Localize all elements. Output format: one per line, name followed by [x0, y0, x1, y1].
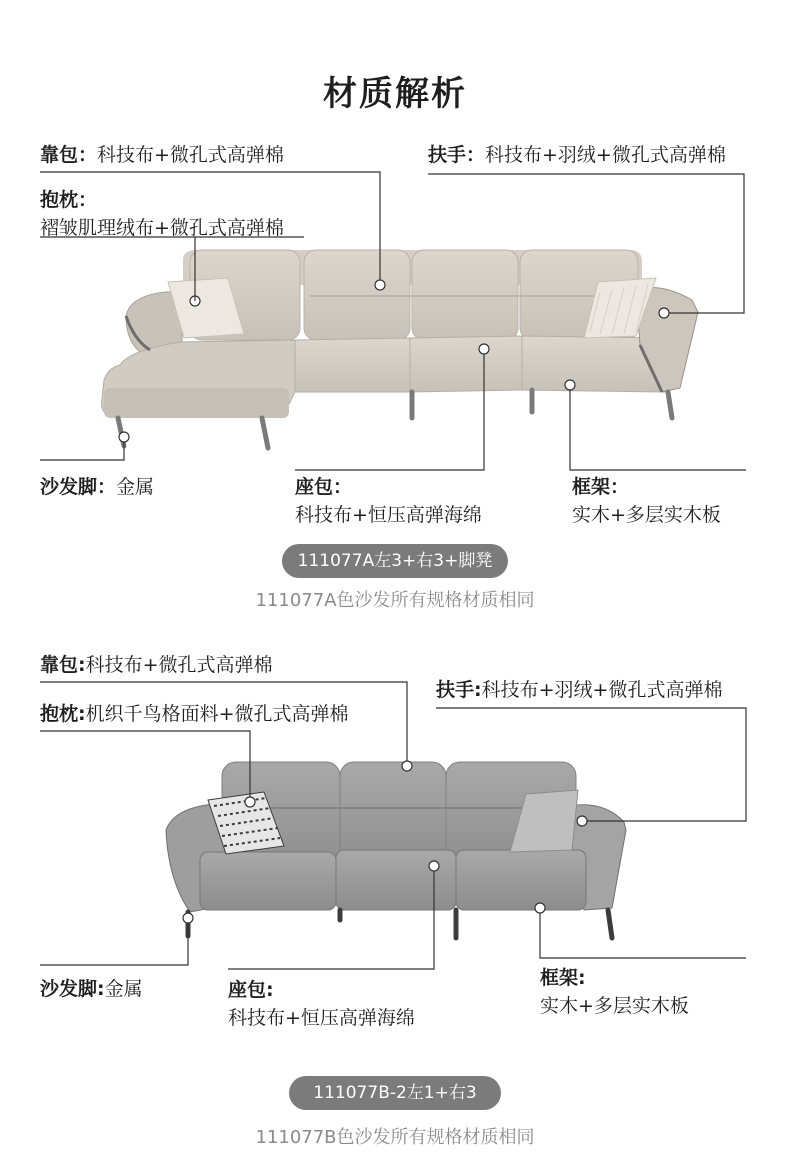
sofa-b-backrest-callout — [40, 651, 273, 679]
sofa-b-frame-label: 框架: — [540, 967, 586, 989]
sofa-b-seat-callout — [228, 976, 415, 1032]
sofa-a-seat-callout — [295, 473, 482, 529]
sofa-a-seat-label: 座包： — [295, 476, 353, 498]
sofa-b-note: 111077B色沙发所有规格材质相同 — [255, 1127, 535, 1148]
sofa-b-feet-value: 金属 — [104, 978, 143, 1000]
sofa-a-backrest-callout — [40, 141, 284, 169]
sofa-b-model-pill: 111077B-2左1+右3 — [289, 1076, 501, 1110]
sofa-a-armrest-value: 科技布+羽绒+微孔式高弹棉 — [485, 144, 726, 166]
sofa-b-pillow-label: 抱枕: — [40, 703, 86, 725]
sofa-b-backrest-value: 科技布+微孔式高弹棉 — [85, 654, 273, 676]
sofa-a-backrest-label: 靠包： — [40, 144, 98, 166]
sofa-a-pillow-label: 抱枕： — [40, 189, 98, 211]
sofa-b-pillow-value: 机织千鸟格面料+微孔式高弹棉 — [85, 703, 349, 725]
sofa-b-armrest-callout — [436, 676, 722, 704]
sofa-b-seat-value: 科技布+恒压高弹海绵 — [228, 1007, 415, 1029]
sofa-a-frame-value: 实木+多层实木板 — [572, 504, 721, 526]
sofa-b-pillow-callout — [40, 700, 349, 728]
sofa-a-model-pill: 111077A左3+右3+脚凳 — [282, 544, 508, 578]
sofa-b-feet-callout — [40, 975, 143, 1003]
sofa-b-frame-value: 实木+多层实木板 — [540, 995, 689, 1017]
sofa-a-feet-value: 金属 — [116, 476, 155, 498]
sofa-a-note: 111077A色沙发所有规格材质相同 — [255, 590, 535, 611]
sofa-a-pillow-value: 褶皱肌理绒布+微孔式高弹棉 — [40, 217, 284, 239]
sofa-b-armrest-label: 扶手: — [436, 679, 482, 701]
sofa-b-armrest-value: 科技布+羽绒+微孔式高弹棉 — [481, 679, 723, 701]
sofa-a-frame-callout — [572, 473, 721, 529]
sofa-a-pillow-callout — [40, 186, 284, 242]
page-title: 材质解析 — [323, 74, 467, 114]
sofa-b-frame-callout — [540, 964, 689, 1020]
sofa-a-backrest-value: 科技布+微孔式高弹棉 — [97, 144, 284, 166]
sofa-b-feet-label: 沙发脚: — [40, 978, 105, 1000]
sofa-b-backrest-label: 靠包: — [40, 654, 86, 676]
sofa-a-armrest-label: 扶手： — [428, 144, 486, 166]
sofa-a-armrest-callout — [428, 141, 726, 169]
sofa-a-feet-label: 沙发脚： — [40, 476, 117, 498]
sofa-a-frame-label: 框架： — [572, 476, 630, 498]
sofa-a-seat-value: 科技布+恒压高弹海绵 — [295, 504, 482, 526]
sofa-b-seat-label: 座包: — [228, 979, 274, 1001]
sofa-a-feet-callout — [40, 473, 154, 501]
